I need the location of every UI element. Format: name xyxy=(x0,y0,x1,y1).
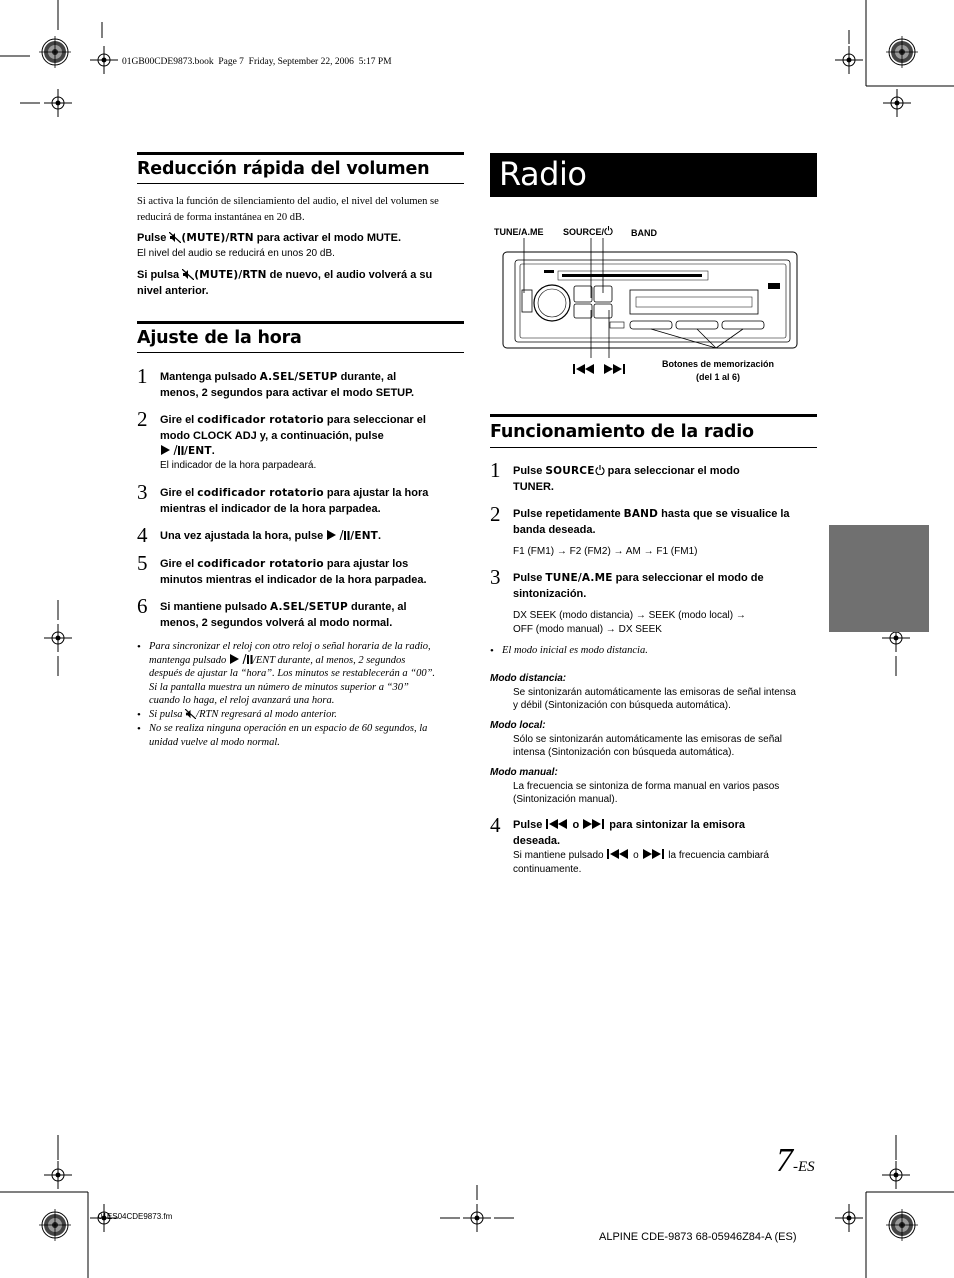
clock-note: El indicador de la hora parpadeará. xyxy=(160,460,317,471)
section-heading-clock xyxy=(137,321,464,353)
mode-name: Modo manual: xyxy=(490,767,558,778)
seek-up-icon xyxy=(582,819,606,829)
step-text: sintonización. xyxy=(513,587,587,600)
step-text: para seleccionar el xyxy=(323,414,426,426)
step-text: nivel anterior. xyxy=(137,284,209,297)
step-text: Pulse xyxy=(513,465,546,477)
step-text: Una vez ajustada la hora, pulse xyxy=(160,530,327,542)
clock-step-2 xyxy=(160,413,426,460)
mode-desc: y débil (Sintonización con búsqueda automática). xyxy=(513,700,731,711)
mode-desc: Se sintonizarán automáticamente las emisoras de señal intensa xyxy=(513,686,796,698)
label-presets-line: (del 1 al 6) xyxy=(695,372,740,382)
label-source xyxy=(563,226,613,237)
mute-icon xyxy=(185,709,196,719)
mute-step-1 xyxy=(137,231,401,247)
key-label: codificador rotatorio xyxy=(197,487,324,499)
note-text: o xyxy=(630,850,642,861)
step-number: 2 xyxy=(490,502,501,526)
page-number-suffix: -ES xyxy=(793,1159,815,1175)
step-text: para sintonizar la emisora xyxy=(606,819,746,831)
clock-step-6 xyxy=(160,600,407,631)
bullet-dot: • xyxy=(137,641,141,653)
seek-item: SEEK (modo local) xyxy=(648,610,734,621)
step-text: mientras el indicador de la hora parpadea. xyxy=(160,502,381,515)
clock-step-3 xyxy=(160,486,428,517)
fm-file-name: 01ES04CDE9873.fm xyxy=(98,1212,173,1221)
step-text: Pulse xyxy=(137,232,170,244)
radio-step-3 xyxy=(513,571,764,602)
mode-desc: Sólo se sintonizarán automáticamente las emisoras de señal xyxy=(513,733,783,745)
radio-faceplate-illustration xyxy=(500,238,800,358)
step-text: para seleccionar el modo xyxy=(604,465,740,477)
step-text: para ajustar la hora xyxy=(323,487,429,499)
note-text: continuamente. xyxy=(513,863,582,875)
mode-desc: La frecuencia se sintoniza de forma manual en varios pasos xyxy=(513,780,780,792)
bullet-line: /RTN regresará al modo anterior. xyxy=(196,709,337,720)
page-number-digit: 7 xyxy=(776,1142,793,1179)
key-label: /ENT xyxy=(350,530,379,542)
mute-icon xyxy=(182,269,194,280)
radio-title-bar xyxy=(490,153,817,197)
bullet-mute xyxy=(149,708,337,722)
step-text: modo CLOCK ADJ y, a continuación, pulse xyxy=(160,429,384,442)
step-text: Mantenga pulsado xyxy=(160,371,260,383)
step-text: para seleccionar el modo de xyxy=(612,572,764,584)
key-label: (MUTE)/RTN xyxy=(181,232,254,244)
mute-step-2 xyxy=(137,268,432,299)
step-text: de nuevo, el audio volverá a su xyxy=(266,269,433,281)
intro-line: reducirá de forma instantánea en 20 dB. xyxy=(137,211,305,223)
bullet-sync xyxy=(149,640,435,708)
key-label: codificador rotatorio xyxy=(197,558,324,570)
step-text: banda deseada. xyxy=(513,523,596,536)
seek-item: DX SEEK xyxy=(618,623,662,635)
step-text: Gire el xyxy=(160,558,198,570)
label-source-text: SOURCE/ xyxy=(563,227,605,237)
power-icon xyxy=(604,226,613,235)
seek-down-icon xyxy=(545,819,569,829)
clock-step-4 xyxy=(160,529,381,545)
step-text: Pulse xyxy=(513,819,546,831)
mode-desc: (Sintonización manual). xyxy=(513,794,618,805)
label-band: BAND xyxy=(631,228,657,238)
key-label: SOURCE xyxy=(545,465,595,477)
step-number: 6 xyxy=(137,594,148,618)
step-text: durante, al xyxy=(347,601,407,613)
mode-local xyxy=(490,719,782,760)
step-text: Gire el xyxy=(160,487,198,499)
step-number: 1 xyxy=(490,458,501,482)
step-text: deseada. xyxy=(513,834,561,847)
radio-step-4-note xyxy=(513,849,769,876)
step-text: Pulse xyxy=(513,572,546,584)
book-file-line: 01GB00CDE9873.book Page 7 Friday, September 22, 2006 5:17 PM xyxy=(122,57,392,67)
bullet-dot: • xyxy=(490,645,494,657)
step-number: 4 xyxy=(137,523,148,547)
bullet-line: mantenga pulsado xyxy=(149,654,229,666)
clock-step-5 xyxy=(160,557,427,588)
note-text: Si mantiene pulsado xyxy=(513,850,607,861)
power-icon xyxy=(595,465,605,475)
key-label: A.SEL/SETUP xyxy=(270,601,348,613)
step-number: 4 xyxy=(490,813,501,837)
step-text: para activar el modo MUTE. xyxy=(253,232,402,244)
seek-sequence: DX SEEK (modo distancia) → SEEK (modo local) → OFF (modo manual) → DX SEEK xyxy=(513,610,746,635)
step-text: . xyxy=(211,445,215,457)
label-tune: TUNE/A.ME xyxy=(494,227,544,237)
mode-desc: intensa (Sintonización con búsqueda automática). xyxy=(513,747,735,758)
bullet-dot: • xyxy=(137,709,141,721)
section-title: Funcionamiento de la radio xyxy=(490,422,754,442)
step-number: 5 xyxy=(137,551,148,575)
seek-item: OFF (modo manual) xyxy=(513,623,604,635)
step-number: 3 xyxy=(490,565,501,589)
bullet-line: No se realiza ninguna operación en un espacio de 60 segundos, la xyxy=(149,723,428,734)
step-text: Gire el xyxy=(160,414,198,426)
section-heading-radio-operation xyxy=(490,414,817,448)
label-presets-line: Botones de memorización xyxy=(661,359,775,369)
band-item: F1 (FM1) xyxy=(656,546,698,557)
bullet-line: /ENT durante, al menos, 2 segundos xyxy=(252,654,406,666)
step-text: . xyxy=(378,530,382,542)
clock-step-1 xyxy=(160,370,414,401)
key-label: A.SEL/SETUP xyxy=(259,371,338,383)
play-pause-icon xyxy=(229,654,253,664)
label-presets xyxy=(650,358,786,384)
step-text: para ajustar los xyxy=(323,558,409,570)
key-label: /ENT xyxy=(184,445,212,457)
step-text: durante, al xyxy=(337,371,397,383)
seek-down-up-icons xyxy=(573,363,629,375)
key-label: TUNE/A.ME xyxy=(545,572,613,584)
section-title: Ajuste de la hora xyxy=(137,328,302,348)
step-text: minutos mientras el indicador de la hora parpadea. xyxy=(160,573,427,586)
section-title: Reducción rápida del volumen xyxy=(137,159,430,179)
bullet-dot: • xyxy=(137,723,141,735)
band-item: F2 (FM2) xyxy=(569,546,611,557)
step-text: TUNER. xyxy=(513,480,554,493)
step-text: Si pulsa xyxy=(137,269,183,281)
radio-step-2 xyxy=(513,507,790,538)
seek-down-icon xyxy=(606,849,630,859)
radio-step-4 xyxy=(513,818,745,849)
key-label: (MUTE)/RTN xyxy=(194,269,267,281)
bullet-line: cuando lo haga, el reloj avanzará una hora. xyxy=(149,695,335,707)
play-pause-icon xyxy=(326,530,350,540)
section-heading-volume xyxy=(137,152,464,184)
page-number xyxy=(776,1142,815,1180)
bullet-line: unidad vuelve al modo normal. xyxy=(149,736,280,748)
seek-item: DX SEEK (modo distancia) xyxy=(513,610,634,621)
note-text: la frecuencia cambiará xyxy=(665,850,769,861)
seek-up-icon xyxy=(642,849,666,859)
volume-intro xyxy=(137,194,439,225)
band-item: F1 (FM1) xyxy=(513,546,555,557)
step-text: Si mantiene pulsado xyxy=(160,601,271,613)
band-item: AM xyxy=(625,546,641,557)
intro-line: Si activa la función de silenciamiento del audio, el nivel del volumen se xyxy=(137,196,439,207)
band-sequence: F1 (FM1) → F2 (FM2) → AM → F1 (FM1) xyxy=(513,546,698,557)
key-label: BAND xyxy=(623,508,659,520)
step-number: 3 xyxy=(137,480,148,504)
bullet-line: Para sincronizar el reloj con otro reloj o señal horaria de la radio, xyxy=(149,641,431,652)
step-text: Pulse repetidamente xyxy=(513,508,624,520)
play-pause-icon xyxy=(160,445,184,455)
step-text: o xyxy=(569,819,583,831)
model-code: ALPINE CDE-9873 68-05946Z84-A (ES) xyxy=(599,1231,797,1243)
mute-note: El nivel del audio se reducirá en unos 20 dB. xyxy=(137,248,335,259)
step-text: hasta que se visualice la xyxy=(658,508,790,520)
step-text: menos, 2 segundos para activar el modo SETUP. xyxy=(160,386,415,399)
bullet-timeout xyxy=(149,722,427,749)
step-number: 2 xyxy=(137,407,148,431)
bullet-line: Si la pantalla muestra un número de minutos superior a “30” xyxy=(149,681,409,693)
bullet-line: después de ajustar la “hora”. Los minutos se restablecerán a “00”. xyxy=(149,668,436,680)
step-text: menos, 2 segundos volverá al modo normal. xyxy=(160,616,393,629)
bullet-initial-mode: El modo inicial es modo distancia. xyxy=(502,645,648,656)
mode-name: Modo distancia: xyxy=(490,673,567,684)
section-tab xyxy=(829,525,929,632)
page-title: Radio xyxy=(499,155,587,193)
mode-name: Modo local: xyxy=(490,720,546,731)
key-label: codificador rotatorio xyxy=(197,414,324,426)
bullet-line: Si pulsa xyxy=(149,709,186,720)
mode-manual xyxy=(490,766,779,807)
mode-distance xyxy=(490,672,796,713)
mute-icon xyxy=(169,232,181,243)
step-number: 1 xyxy=(137,364,148,388)
radio-step-1 xyxy=(513,464,740,495)
